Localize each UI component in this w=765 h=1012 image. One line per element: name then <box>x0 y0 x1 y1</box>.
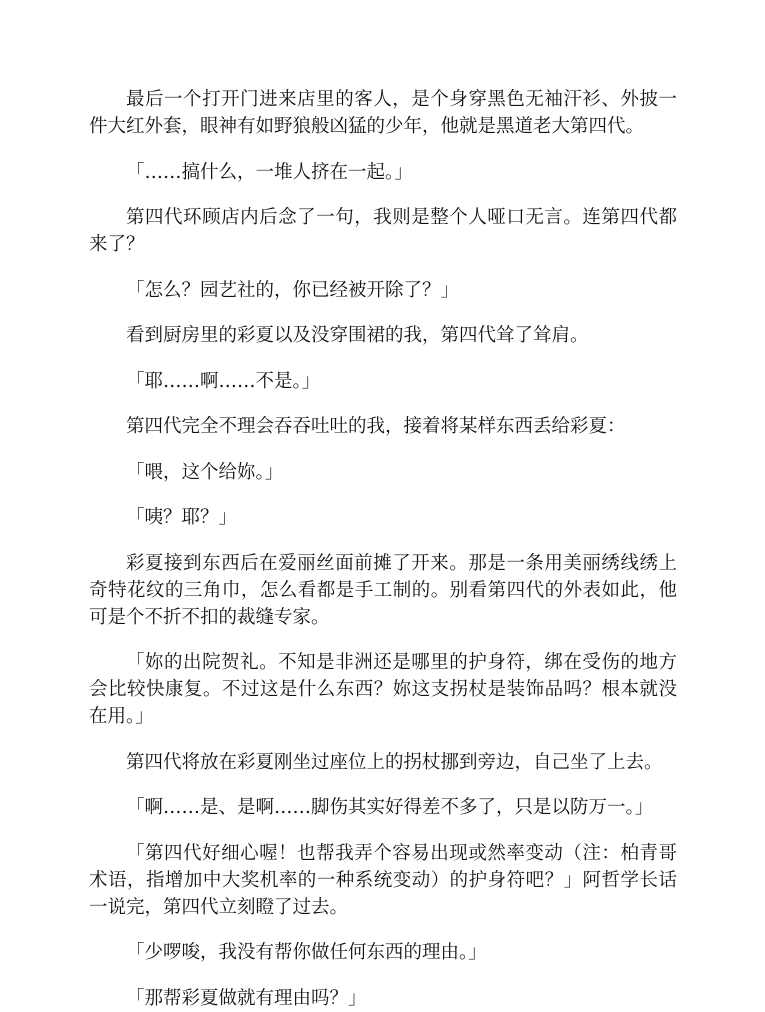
paragraph: 「啊……是、是啊……脚伤其实好得差不多了，只是以防万一。」 <box>126 797 654 818</box>
paragraph: 「怎么？园艺社的，你已经被开除了？」 <box>126 279 460 301</box>
paragraph: 彩夏接到东西后在爱丽丝面前摊了开来。那是一条用美丽绣线绣上奇特花纹的三角巾，怎么看都是手工制的。别看第四代的外表如此，他可是个不折不扣的裁缝专家。 <box>89 552 677 628</box>
paragraph: 第四代环顾店内后念了一句，我则是整个人哑口无言。连第四代都来了？ <box>89 207 677 255</box>
paragraph: 「第四代好细心喔！也帮我弄个容易出现或然率变动（注：柏青哥术语，指增加中大奖机率的一种系统变动）的护身符吧？」阿哲学长话一说完，第四代立刻瞪了过去。 <box>89 842 677 918</box>
paragraph: 第四代将放在彩夏刚坐过座位上的拐杖挪到旁边，自己坐了上去。 <box>126 751 663 773</box>
paragraph: 「咦？耶？」 <box>126 507 238 528</box>
paragraph: 「耶……啊……不是。」 <box>126 370 321 392</box>
paragraph: 「喂，这个给妳。」 <box>126 461 284 483</box>
paragraph: 看到厨房里的彩夏以及没穿围裙的我，第四代耸了耸肩。 <box>126 325 589 346</box>
paragraph: 「……搞什么，一堆人挤在一起。」 <box>126 161 413 183</box>
paragraph: 「妳的出院贺礼。不知是非洲还是哪里的护身符，绑在受伤的地方会比较快康复。不过这是什么东西？妳这支拐杖是装饰品吗？根本就没在用。」 <box>89 652 677 727</box>
paragraph: 「少啰唆，我没有帮你做任何东西的理由。」 <box>126 942 487 963</box>
paragraph: 最后一个打开门进来店里的客人，是个身穿黑色无袖汗衫、外披一件大红外套，眼神有如野狼般凶猛的少年，他就是黑道老大第四代。 <box>89 89 677 137</box>
paragraph: 「那帮彩夏做就有理由吗？」 <box>126 987 367 1009</box>
paragraph: 第四代完全不理会吞吞吐吐的我，接着将某样东西丢给彩夏： <box>126 416 626 437</box>
